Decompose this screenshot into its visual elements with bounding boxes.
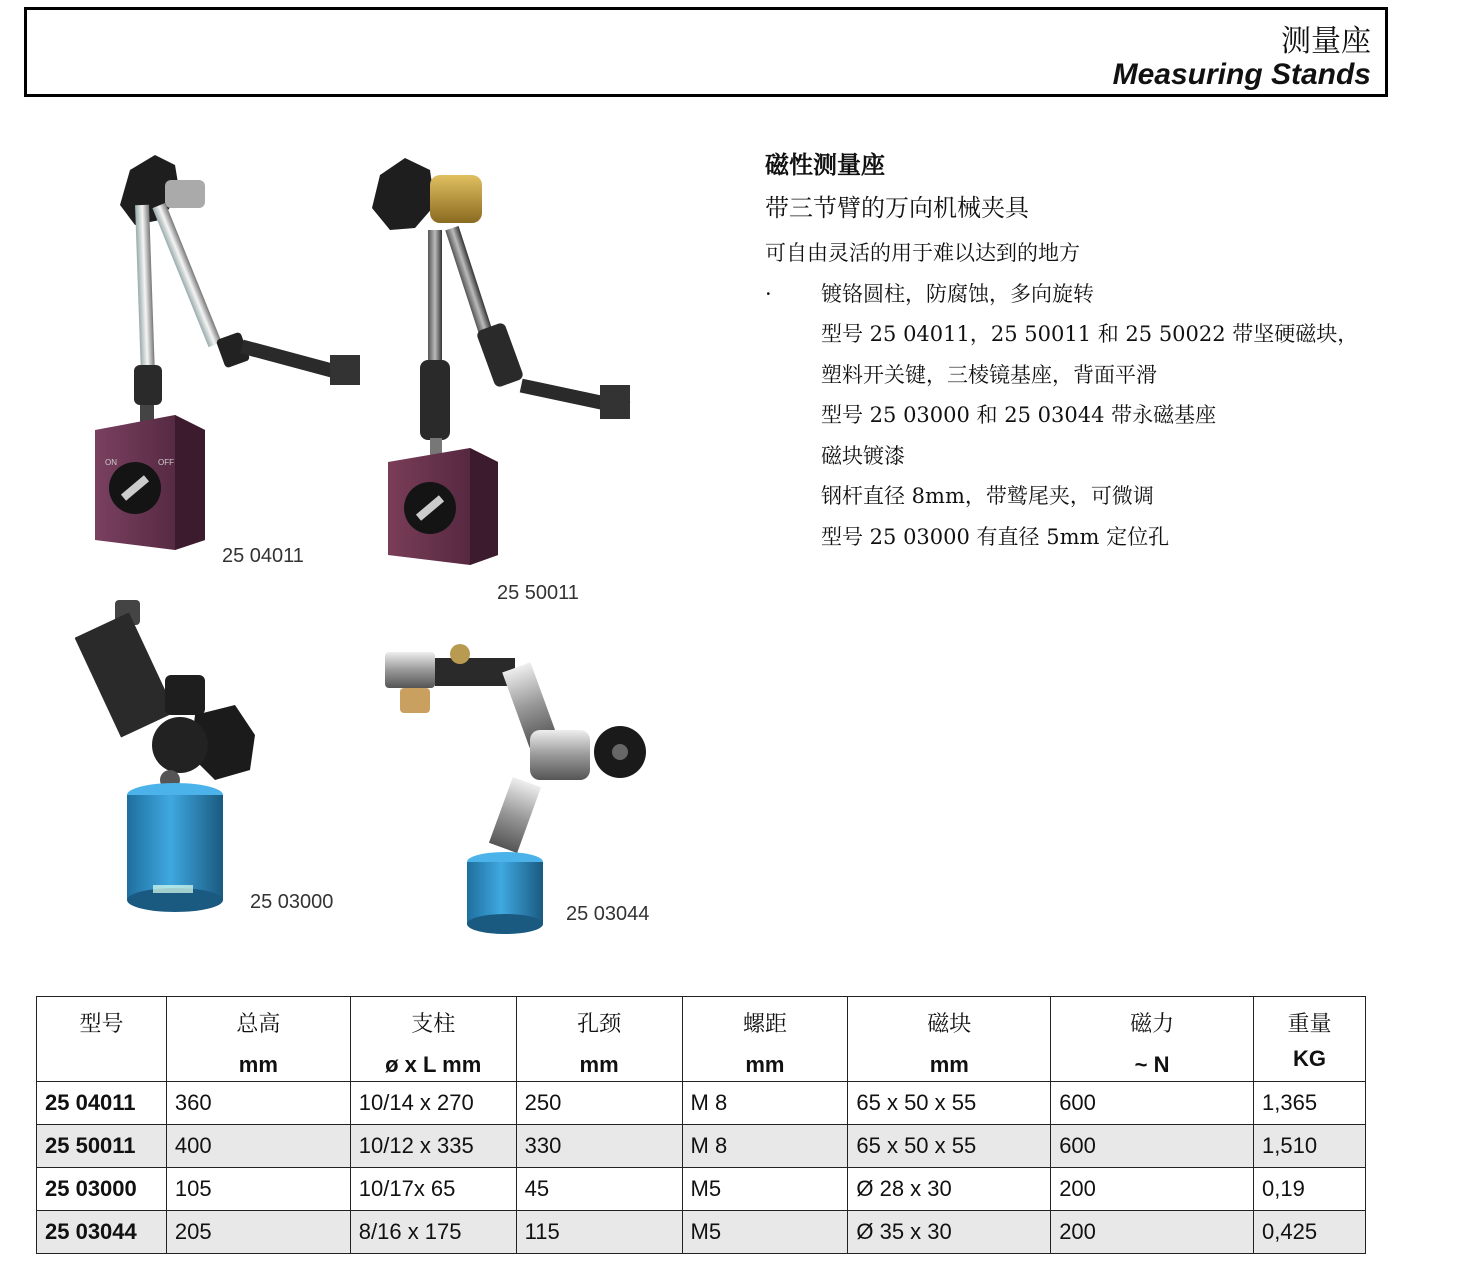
column-header-bore: 孔颈 mm (516, 997, 682, 1082)
table-cell: M5 (682, 1211, 848, 1254)
table-cell: 105 (166, 1168, 350, 1211)
table-cell: 200 (1051, 1211, 1254, 1254)
column-header-force: 磁力 ~ N (1051, 997, 1254, 1082)
description-intro: 可自由灵活的用于难以达到的地方 (765, 241, 1080, 265)
magnetic-stand-illustration (80, 150, 380, 570)
product-image-25-50011 (360, 150, 660, 610)
product-label: 25 03000 (250, 891, 334, 913)
table-cell: 1,365 (1254, 1082, 1366, 1125)
product-label: 25 04011 (222, 545, 304, 567)
table-row (37, 1082, 1366, 1125)
product-image-25-04011 (80, 150, 380, 570)
table-cell: 25 03044 (37, 1211, 167, 1254)
table-cell: M 8 (682, 1125, 848, 1168)
description-line: 钢杆直径 8mm，带鹫尾夹，可微调 (821, 484, 1154, 508)
table-cell: 115 (516, 1211, 682, 1254)
description-line: 型号 25 03000 和 25 03044 带永磁基座 (821, 403, 1217, 427)
table-cell: 330 (516, 1125, 682, 1168)
table-cell: Ø 35 x 30 (848, 1211, 1051, 1254)
magnetic-stand-illustration (75, 595, 375, 925)
table-cell: 200 (1051, 1168, 1254, 1211)
description-line (765, 274, 1405, 315)
table-cell: 400 (166, 1125, 350, 1168)
table-cell: 600 (1051, 1082, 1254, 1125)
table-cell: Ø 28 x 30 (848, 1168, 1051, 1211)
table-cell: 0,425 (1254, 1211, 1366, 1254)
product-image-25-03044 (380, 640, 680, 940)
product-label: 25 50011 (497, 582, 579, 604)
column-header-weight: 重量 KG (1254, 997, 1366, 1082)
table-cell: 0,19 (1254, 1168, 1366, 1211)
description-line: 磁块镀漆 (821, 443, 905, 468)
product-image-25-03000 (75, 595, 375, 925)
table-cell: 250 (516, 1082, 682, 1125)
table-cell: 65 x 50 x 55 (848, 1082, 1051, 1125)
table-cell: 25 50011 (37, 1125, 167, 1168)
table-cell: M 8 (682, 1082, 848, 1125)
magnetic-stand-illustration (380, 640, 680, 940)
table-cell: 10/14 x 270 (350, 1082, 516, 1125)
table-cell: 10/17x 65 (350, 1168, 516, 1211)
column-header-height: 总高 mm (166, 997, 350, 1082)
page-title-en: Measuring Stands (1112, 58, 1371, 91)
page-title-cn: 测量座 (1281, 24, 1371, 59)
magnetic-stand-illustration (360, 150, 660, 570)
table-cell: 600 (1051, 1125, 1254, 1168)
table-cell: 25 03000 (37, 1168, 167, 1211)
description-title: 磁性测量座 (765, 151, 885, 179)
description-line: 型号 25 03000 有直径 5mm 定位孔 (821, 524, 1170, 549)
table-header-row (37, 997, 1366, 1082)
column-header-thread: 螺距 mm (682, 997, 848, 1082)
table-cell: 25 04011 (37, 1082, 167, 1125)
table-cell: 205 (166, 1211, 350, 1254)
bullet-marker: · (765, 281, 772, 306)
table-cell: M5 (682, 1168, 848, 1211)
svg-text:OFF: OFF (158, 458, 174, 467)
table-cell: 1,510 (1254, 1125, 1366, 1168)
column-header-model: 型号 (37, 997, 167, 1082)
table-cell: 45 (516, 1168, 682, 1211)
table-cell: 8/16 x 175 (350, 1211, 516, 1254)
header-box (24, 7, 1388, 97)
table-row (37, 1125, 1366, 1168)
table-row (37, 1168, 1366, 1211)
column-header-magnet: 磁块 mm (848, 997, 1051, 1082)
product-description (765, 145, 1405, 557)
table-cell: 65 x 50 x 55 (848, 1125, 1051, 1168)
product-label: 25 03044 (566, 903, 650, 925)
table-row (37, 1211, 1366, 1254)
description-line: 型号 25 04011，25 50011 和 25 50022 带坚硬磁块， (821, 322, 1359, 346)
description-line: 塑料开关键，三棱镜基座，背面平滑 (821, 362, 1157, 387)
table-cell: 10/12 x 335 (350, 1125, 516, 1168)
spec-table (36, 996, 1366, 1254)
table-cell: 360 (166, 1082, 350, 1125)
svg-text:ON: ON (105, 458, 117, 467)
column-header-column: 支柱 ø x L mm (350, 997, 516, 1082)
description-line-text: 镀铬圆柱，防腐蚀，多向旋转 (821, 281, 1094, 306)
description-subtitle: 带三节臂的万向机械夹具 (765, 194, 1029, 222)
